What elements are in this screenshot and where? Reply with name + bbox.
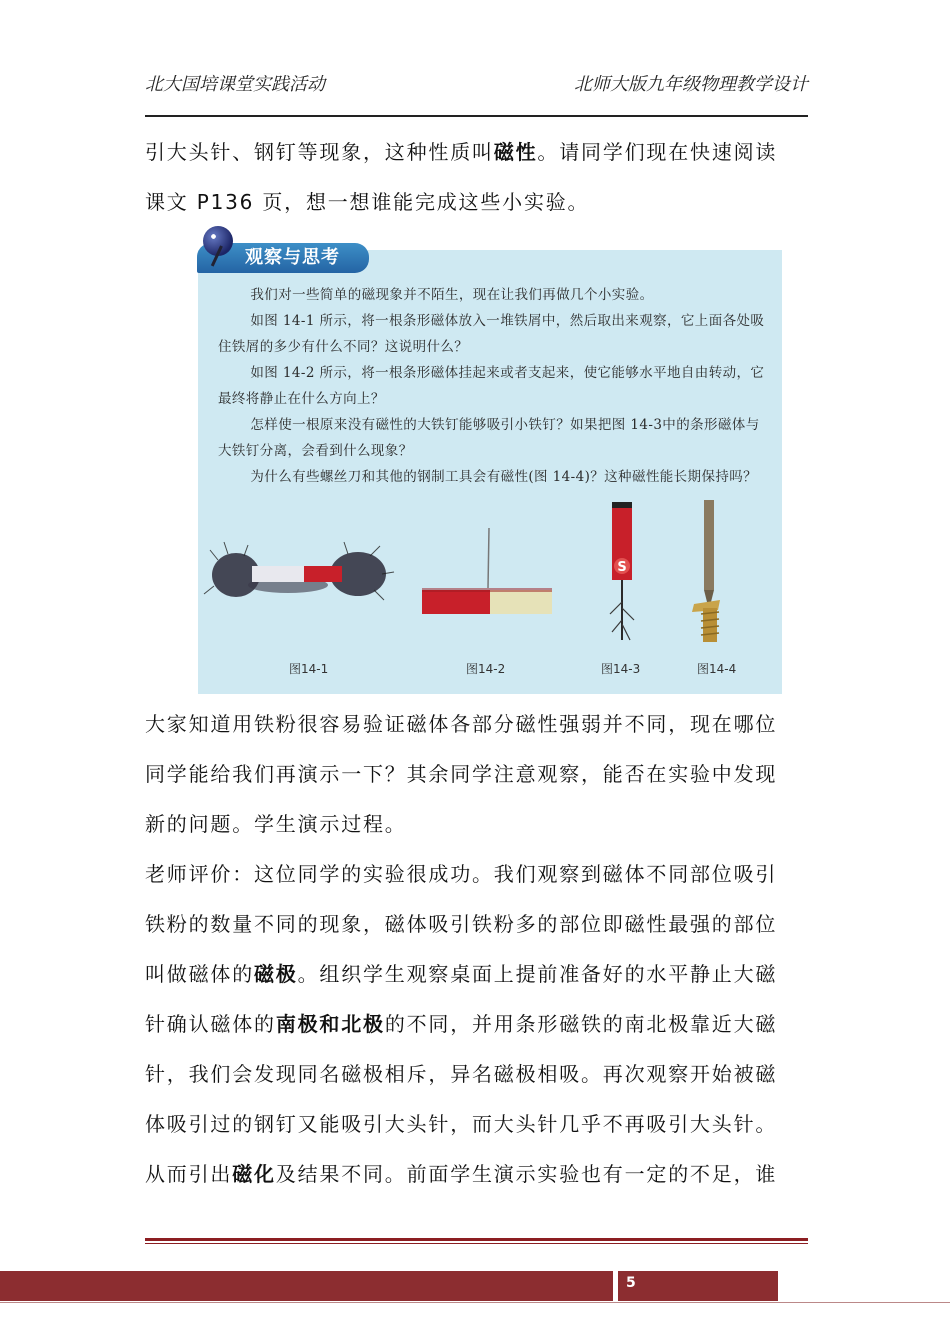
box-text	[218, 282, 766, 490]
intro-text: 引大头针、钢钉等现象，这种性质叫	[145, 140, 494, 164]
intro-line-2: 课文 P136 页，想一想谁能完成这些小实验。	[145, 190, 590, 214]
footer-divider	[145, 1238, 808, 1241]
body-paragraph-1	[145, 699, 809, 849]
figures-illustration	[198, 490, 782, 660]
figure-14-2-suspended-magnet	[422, 528, 552, 614]
caption-fig-14-2: 图14-2	[466, 662, 506, 676]
intro-text: 。请同学们现在快速阅读	[537, 140, 778, 164]
box-paragraph: 为什么有些螺丝刀和其他的钢制工具会有磁性(图 14-4)？这种磁性能长期保持吗？	[250, 469, 758, 485]
body-text: 的不同，并用条形磁铁的南北极靠近大磁	[384, 1012, 778, 1036]
header-divider	[145, 115, 808, 117]
body-text: 针确认磁体的	[145, 1012, 276, 1036]
footer-divider-thin	[145, 1243, 808, 1244]
term-south-north-pole: 南极和北极	[275, 1012, 385, 1036]
body-text: 从而引出	[145, 1162, 233, 1186]
caption-fig-14-4: 图14-4	[697, 662, 737, 676]
box-paragraph: 怎样使一根原来没有磁性的大铁钉能够吸引小铁钉？如果把图 14-3中的条形磁体与大铁钉分离，会看到什么现象？	[218, 417, 760, 459]
body-line: 针，我们会发现同名磁极相斥，异名磁极相吸。再次观察开始被磁	[145, 1062, 778, 1086]
body-text: 。组织学生观察桌面上提前准备好的水平静止大磁	[297, 962, 778, 986]
footer-bar	[0, 1271, 613, 1301]
caption-fig-14-3: 图14-3	[601, 662, 641, 676]
page-number: 5	[626, 1275, 636, 1291]
term-magnetization: 磁化	[232, 1162, 276, 1186]
body-line: 铁粉的数量不同的现象，磁体吸引铁粉多的部位即磁性最强的部位	[145, 912, 778, 936]
figure-14-4-screwdriver	[692, 500, 720, 642]
body-line: 老师评价：这位同学的实验很成功。我们观察到磁体不同部位吸引	[145, 862, 778, 886]
body-line: 大家知道用铁粉很容易验证磁体各部分磁性强弱并不同，现在哪位	[145, 712, 778, 736]
intro-paragraph	[145, 127, 809, 227]
body-paragraph-2	[145, 849, 809, 1199]
caption-fig-14-1: 图14-1	[289, 662, 329, 676]
body-line	[145, 999, 809, 1049]
body-text: 叫做磁体的	[145, 962, 254, 986]
body-line	[145, 949, 809, 999]
magnet-s-label: S	[617, 560, 627, 575]
term-magnetism: 磁性	[493, 140, 538, 164]
body-text: 及结果不同。前面学生演示实验也有一定的不足，谁	[275, 1162, 778, 1186]
body-line	[145, 1149, 809, 1199]
box-title: 观察与思考	[197, 243, 369, 273]
page-header	[145, 66, 808, 96]
figure-14-1-magnet-filings	[204, 542, 394, 600]
box-paragraph: 如图 14-1 所示，将一根条形磁体放入一堆铁屑中，然后取出来观察，它上面各处吸住铁屑的多少有什么不同？这说明什么？	[218, 313, 765, 355]
footer-page-bar	[618, 1271, 778, 1301]
header-left-title: 北大国培课堂实践活动	[145, 74, 325, 95]
figure-14-3-magnet-nail	[610, 502, 634, 640]
body-line: 体吸引过的钢钉又能吸引大头针，而大头针几乎不再吸引大头针。	[145, 1112, 778, 1136]
box-paragraph: 如图 14-2 所示，将一根条形磁体挂起来或者支起来，使它能够水平地自由转动，它最终将静止在什么方向上？	[218, 365, 765, 407]
body-line: 同学能给我们再演示一下？其余同学注意观察，能否在实验中发现	[145, 762, 778, 786]
body-line: 新的问题。学生演示过程。	[145, 812, 407, 836]
intro-line-1	[145, 127, 809, 177]
header-right-title: 北师大版九年级物理教学设计	[574, 74, 808, 95]
term-magnetic-pole: 磁极	[254, 962, 298, 986]
box-paragraph: 我们对一些简单的磁现象并不陌生，现在让我们再做几个小实验。	[250, 287, 654, 303]
footer-bottom-line	[0, 1302, 950, 1303]
